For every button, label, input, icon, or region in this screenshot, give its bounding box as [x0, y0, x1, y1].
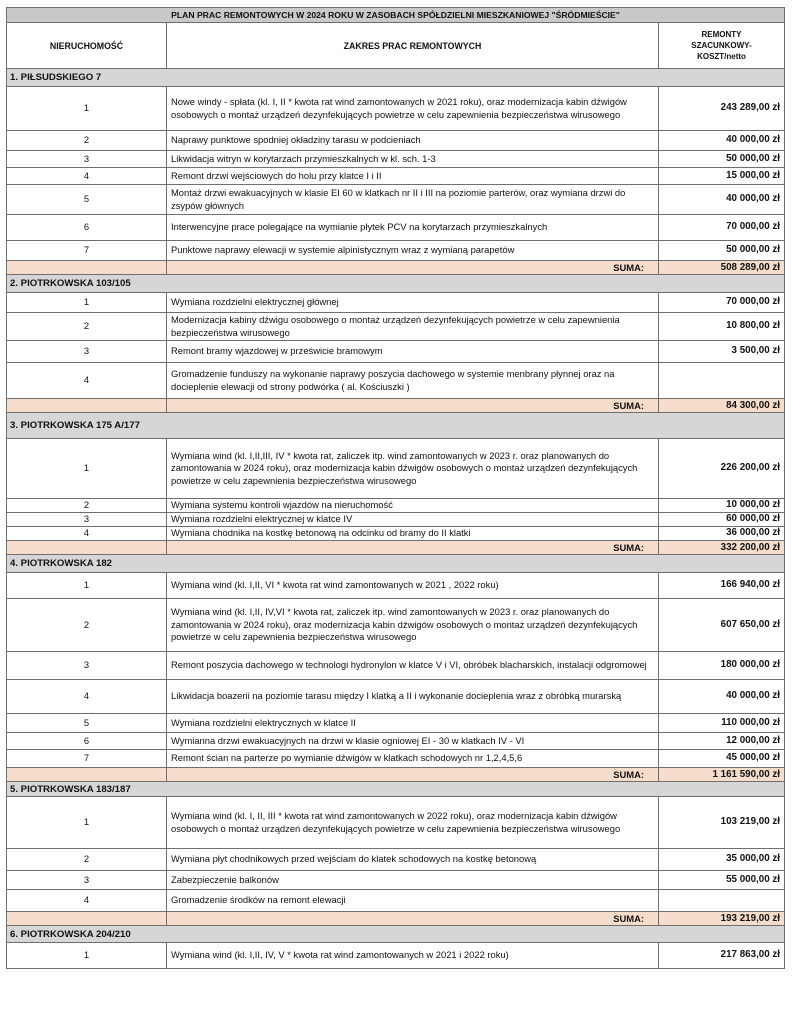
document-title: PLAN PRAC REMONTOWYCH W 2024 ROKU W ZASOBACH SPÓŁDZIELNI MIESZKANIOWEJ "ŚRÓDMIEŚCIE": [7, 8, 785, 23]
property-name: 1. PIŁSUDSKIEGO 7: [7, 69, 785, 87]
table-row: [7, 151, 785, 168]
item-number: 3: [7, 871, 167, 890]
property-name: 2. PIOTRKOWSKA 103/105: [7, 275, 785, 293]
item-cost: 50 000,00 zł: [659, 241, 785, 261]
sum-label: SUMA:: [167, 399, 659, 413]
item-description: Wymiana chodnika na kostkę betonową na odcinku od bramy do II klatki: [167, 527, 659, 541]
item-description: Interwencyjne prace polegające na wymianie płytek PCV na korytarzach przymieszkalnych: [167, 215, 659, 241]
item-description: Wymiana wind (kl. I,II, IV, V * kwota rat wind zamontowanych w 2021 i 2022 roku): [167, 943, 659, 969]
header-cost: [659, 23, 785, 69]
item-cost: 36 000,00 zł: [659, 527, 785, 541]
table-row: [7, 439, 785, 499]
table-row: [7, 168, 785, 185]
item-description: Likwidacja witryn w korytarzach przymieszkalnych w kl. sch. 1-3: [167, 151, 659, 168]
item-description: Wymiana płyt chodnikowych przed wejściam do klatek schodowych na kostkę betonową: [167, 849, 659, 871]
table-row: [7, 652, 785, 680]
sum-spacer: [7, 261, 167, 275]
item-cost: 226 200,00 zł: [659, 439, 785, 499]
item-cost: [659, 890, 785, 912]
item-number: 1: [7, 87, 167, 131]
sum-row: [7, 912, 785, 926]
item-number: 2: [7, 131, 167, 151]
sum-spacer: [7, 768, 167, 782]
item-cost: 55 000,00 zł: [659, 871, 785, 890]
item-description: Naprawy punktowe spodniej okładziny tarasu w podcieniach: [167, 131, 659, 151]
sum-value: 332 200,00 zł: [659, 541, 785, 555]
table-row: [7, 87, 785, 131]
table-row: [7, 573, 785, 599]
property-name: 3. PIOTRKOWSKA 175 A/177: [7, 413, 785, 439]
table-row: [7, 241, 785, 261]
item-cost: 180 000,00 zł: [659, 652, 785, 680]
table-body: [7, 8, 785, 969]
item-description: Likwidacja boazerii na poziomie tarasu między I klatką a II i wykonanie docieplenia wraz z obróbką murarską: [167, 680, 659, 714]
table-row: [7, 943, 785, 969]
table-row: [7, 750, 785, 768]
item-number: 6: [7, 215, 167, 241]
item-description: Wymiana systemu kontroli wjazdów na nieruchomość: [167, 499, 659, 513]
item-number: 6: [7, 733, 167, 750]
sum-label: SUMA:: [167, 261, 659, 275]
item-cost: 10 000,00 zł: [659, 499, 785, 513]
item-cost: [659, 363, 785, 399]
sum-spacer: [7, 399, 167, 413]
item-description: Gromadzenie środków na remont elewacji: [167, 890, 659, 912]
item-cost: 35 000,00 zł: [659, 849, 785, 871]
item-description: Wymiana rozdzielni elektrycznej w klatce IV: [167, 513, 659, 527]
sum-spacer: [7, 912, 167, 926]
table-row: [7, 499, 785, 513]
item-description: Wymiana wind (kl. I,II,III, IV * kwota rat, zaliczek itp. wind zamontowanych w 2023 r. oraz planowanych do zamontowania w 2024 roku), oraz modernizacja kabin dźwigów osobowych o montaż urządzeń dezynfekujących powietrze w celu zapewnienia bezpieczeństwa wirusowego: [167, 439, 659, 499]
header-row: [7, 23, 785, 69]
table-row: [7, 131, 785, 151]
item-cost: 50 000,00 zł: [659, 151, 785, 168]
item-number: 4: [7, 680, 167, 714]
item-description: Montaż drzwi ewakuacyjnych w klasie EI 60 w klatkach nr II i III na poziomie parterów, oraz wymiana drzwi do zsypów głównych: [167, 185, 659, 215]
table-row: [7, 797, 785, 849]
property-name: 6. PIOTRKOWSKA 204/210: [7, 926, 785, 943]
item-description: Wymiana wind (kl. I,II, IV,VI * kwota rat, zaliczek itp. wind zamontowanych w 2023 r. oraz planowanych do zamontowania w 2024 roku), oraz modernizacja kabin dźwigów osobowych o montaż urządzeń dezynfekujących powietrze w celu zapewnienia bezpieczeństwa wirusowego: [167, 599, 659, 652]
sum-row: [7, 399, 785, 413]
item-number: 2: [7, 499, 167, 513]
item-number: 3: [7, 341, 167, 363]
item-description: Nowe windy - spłata (kl. I, II * kwota rat wind zamontowanych w 2021 roku), oraz modernizacja kabin dźwigów osobowych o montaż urządzeń dezynfekujących powietrze w celu zapewnienia bezpieczeństwa wirusowego: [167, 87, 659, 131]
item-number: 7: [7, 241, 167, 261]
item-description: Punktowe naprawy elewacji w systemie alpinistycznym wraz z wymianą parapetów: [167, 241, 659, 261]
item-number: 2: [7, 313, 167, 341]
item-cost: 70 000,00 zł: [659, 215, 785, 241]
section-header-row: [7, 782, 785, 797]
table-row: [7, 513, 785, 527]
sum-label: SUMA:: [167, 912, 659, 926]
item-number: 3: [7, 151, 167, 168]
item-number: 4: [7, 363, 167, 399]
sum-value: 508 289,00 zł: [659, 261, 785, 275]
item-cost: 607 650,00 zł: [659, 599, 785, 652]
title-row: [7, 8, 785, 23]
item-description: Remont bramy wjazdowej w prześwicie bramowym: [167, 341, 659, 363]
item-cost: 40 000,00 zł: [659, 131, 785, 151]
table-row: [7, 527, 785, 541]
header-cost-line2: SZACUNKOWY-: [691, 41, 752, 50]
item-cost: 45 000,00 zł: [659, 750, 785, 768]
item-description: Remont ścian na parterze po wymianie dźwigów w klatkach schodowych nr 1,2,4,5,6: [167, 750, 659, 768]
item-cost: 166 940,00 zł: [659, 573, 785, 599]
item-number: 5: [7, 185, 167, 215]
item-number: 2: [7, 599, 167, 652]
table-row: [7, 293, 785, 313]
sum-label: SUMA:: [167, 541, 659, 555]
header-property: NIERUCHOMOŚĆ: [7, 23, 167, 69]
item-cost: 60 000,00 zł: [659, 513, 785, 527]
renovation-plan-table: [6, 7, 785, 969]
item-number: 1: [7, 573, 167, 599]
table-row: [7, 313, 785, 341]
table-row: [7, 599, 785, 652]
header-cost-line1: REMONTY: [701, 30, 742, 39]
sum-row: [7, 768, 785, 782]
item-cost: 12 000,00 zł: [659, 733, 785, 750]
item-number: 5: [7, 714, 167, 733]
sum-row: [7, 541, 785, 555]
item-number: 4: [7, 527, 167, 541]
item-number: 1: [7, 439, 167, 499]
table-row: [7, 341, 785, 363]
sum-value: 193 219,00 zł: [659, 912, 785, 926]
item-cost: 40 000,00 zł: [659, 680, 785, 714]
item-description: Wymianna drzwi ewakuacyjnych na drzwi w klasie ogniowej EI - 30 w klatkach IV - VI: [167, 733, 659, 750]
item-description: Remont poszycia dachowego w technologi hydronylon w klatce V i VI, obróbek blacharskich, instalacji odgromowej: [167, 652, 659, 680]
table-row: [7, 890, 785, 912]
section-header-row: [7, 413, 785, 439]
table-row: [7, 714, 785, 733]
table-row: [7, 680, 785, 714]
item-number: 4: [7, 168, 167, 185]
item-description: Wymiana rozdzielni elektrycznych w klatce II: [167, 714, 659, 733]
item-number: 2: [7, 849, 167, 871]
item-description: Gromadzenie funduszy na wykonanie naprawy poszycia dachowego w systemie menbrany płynnej oraz na docieplenie elewacji od strony podwórka ( al. Kościuszki ): [167, 363, 659, 399]
property-name: 4. PIOTRKOWSKA 182: [7, 555, 785, 573]
item-cost: 15 000,00 zł: [659, 168, 785, 185]
sum-spacer: [7, 541, 167, 555]
table-row: [7, 733, 785, 750]
property-name: 5. PIOTRKOWSKA 183/187: [7, 782, 785, 797]
item-number: 7: [7, 750, 167, 768]
table-row: [7, 871, 785, 890]
sum-row: [7, 261, 785, 275]
sum-label: SUMA:: [167, 768, 659, 782]
section-header-row: [7, 275, 785, 293]
renovation-plan-document: [6, 7, 784, 969]
table-row: [7, 363, 785, 399]
item-cost: 103 219,00 zł: [659, 797, 785, 849]
item-cost: 10 800,00 zł: [659, 313, 785, 341]
section-header-row: [7, 926, 785, 943]
item-number: 1: [7, 797, 167, 849]
item-number: 4: [7, 890, 167, 912]
item-cost: 3 500,00 zł: [659, 341, 785, 363]
item-cost: 70 000,00 zł: [659, 293, 785, 313]
item-description: Wymiana rozdzielni elektrycznej głównej: [167, 293, 659, 313]
item-number: 1: [7, 293, 167, 313]
table-row: [7, 215, 785, 241]
item-number: 3: [7, 652, 167, 680]
item-description: Remont drzwi wejściowych do holu przy klatce I i II: [167, 168, 659, 185]
sum-value: 84 300,00 zł: [659, 399, 785, 413]
item-cost: 110 000,00 zł: [659, 714, 785, 733]
item-cost: 243 289,00 zł: [659, 87, 785, 131]
item-description: Wymiana wind (kl. I,II, VI * kwota rat wind zamontowanych w 2021 , 2022 roku): [167, 573, 659, 599]
section-header-row: [7, 69, 785, 87]
table-row: [7, 185, 785, 215]
item-cost: 217 863,00 zł: [659, 943, 785, 969]
header-cost-line3: KOSZT/netto: [697, 52, 746, 61]
item-cost: 40 000,00 zł: [659, 185, 785, 215]
sum-value: 1 161 590,00 zł: [659, 768, 785, 782]
table-row: [7, 849, 785, 871]
section-header-row: [7, 555, 785, 573]
item-number: 1: [7, 943, 167, 969]
item-description: Zabezpieczenie balkonów: [167, 871, 659, 890]
item-description: Modernizacja kabiny dźwigu osobowego o montaż urządzeń dezynfekujących powietrze w celu zapewnienia bezpieczeństwa wirusowego: [167, 313, 659, 341]
header-scope: ZAKRES PRAC REMONTOWYCH: [167, 23, 659, 69]
item-description: Wymiana wind (kl. I, II, III * kwota rat wind zamontowanych w 2022 roku), oraz modernizacja kabin dźwigów osobowych o montaż urządzeń dezynfekujących powietrze w celu zapewnienia bezpieczeństwa wirusowego: [167, 797, 659, 849]
item-number: 3: [7, 513, 167, 527]
